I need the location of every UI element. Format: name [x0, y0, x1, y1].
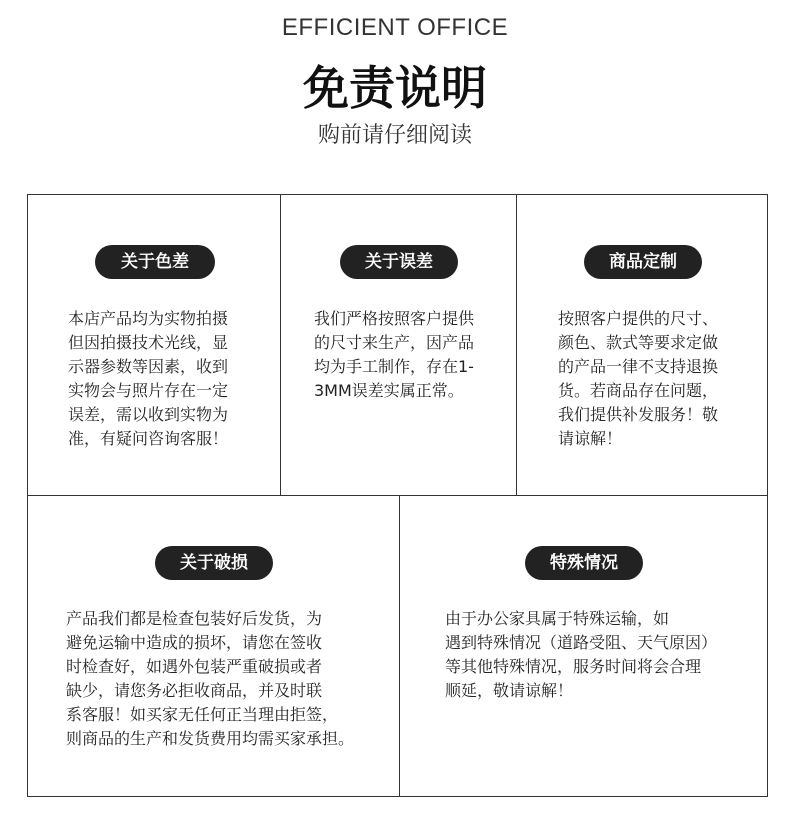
body-line: 实物会与照片存在一定: [68, 381, 229, 400]
body-line: 按照客户提供的尺寸、: [558, 309, 719, 328]
body-line: 货。若商品存在问题，: [558, 381, 719, 400]
body-line: 均为手工制作，存在1-: [314, 357, 474, 376]
body-line: 则商品的生产和发货费用均需买家承担。: [66, 729, 355, 748]
body-line: 请谅解！: [558, 429, 623, 448]
section-color-difference: [27, 194, 281, 496]
section-body: [66, 607, 354, 751]
section-damage: [27, 495, 400, 797]
body-line: 遇到特殊情况（道路受阻、天气原因）: [445, 633, 718, 652]
section-title-badge: 关于色差: [95, 245, 215, 279]
section-body: [445, 607, 717, 703]
body-line: 的尺寸来生产，因产品: [314, 333, 475, 352]
body-line: 准，有疑问咨询客服！: [68, 429, 229, 448]
section-body: [558, 307, 718, 451]
section-title-badge: 商品定制: [584, 245, 702, 279]
body-line: 3MM误差实属正常。: [314, 381, 464, 400]
section-body: [314, 307, 474, 403]
section-measurement-error: [280, 194, 517, 496]
body-line: 但因拍摄技术光线，显: [68, 333, 229, 352]
body-line: 的产品一律不支持退换: [558, 357, 719, 376]
page-title: 免责说明: [303, 61, 487, 115]
body-line: 顺延，敬请谅解！: [445, 681, 574, 700]
body-line: 产品我们都是检查包装好后发货，为: [66, 609, 323, 628]
chinese-subtitle: 购前请仔细阅读: [317, 123, 472, 148]
body-line: 我们严格按照客户提供: [314, 309, 475, 328]
body-line: 避免运输中造成的损坏，请您在签收: [66, 633, 323, 652]
english-subtitle: EFFICIENT OFFICE: [281, 14, 509, 41]
body-line: 由于办公家具属于特殊运输，如: [445, 609, 670, 628]
section-body: [68, 307, 228, 451]
body-line: 本店产品均为实物拍摄: [68, 309, 229, 328]
section-title-badge: 关于破损: [155, 546, 273, 580]
body-line: 缺少，请您务必拒收商品，并及时联: [66, 681, 323, 700]
body-line: 误差，需以收到实物为: [68, 405, 229, 424]
section-special-circumstances: [399, 495, 768, 797]
body-line: 时检查好，如遇外包装严重破损或者: [66, 657, 323, 676]
body-line: 等其他特殊情况，服务时间将会合理: [445, 657, 702, 676]
section-title-badge: 特殊情况: [525, 546, 643, 580]
body-line: 颜色、款式等要求定做: [558, 333, 719, 352]
section-custom-products: [516, 194, 768, 496]
section-title-badge: 关于误差: [340, 245, 458, 279]
body-line: 系客服！如买家无任何正当理由拒签，: [66, 705, 339, 724]
body-line: 我们提供补发服务！敬: [558, 405, 719, 424]
body-line: 示器参数等因素，收到: [68, 357, 229, 376]
